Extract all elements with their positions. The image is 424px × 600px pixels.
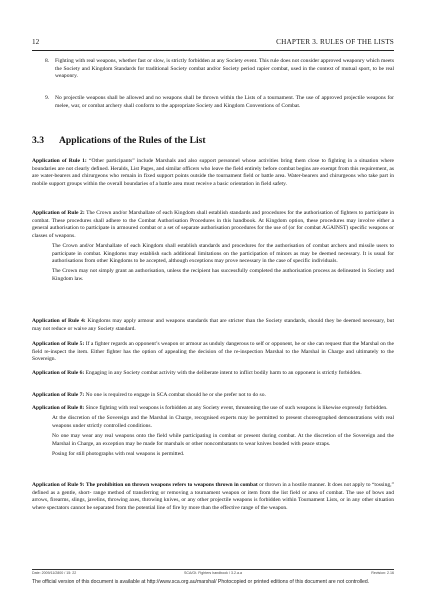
application-rule-9 [32,482,394,512]
application-text: No one may wear any real weapons onto the field while participating in combat or present during combat. At the discretion of the Sovereign and the Marshal in Charge, an exception may be made for marshals or other noncombatants to wear knives bonded with peace straps. [52,432,394,447]
application-rule-1 [32,158,394,188]
application-text: The Crown may not simply grant an authorisation, unless the recipient has successfully completed the authorisation process as delineated in Society and Kingdom law. [52,268,394,282]
application-text: The Crown and/or Marshallate of each Kingdom shall establish standards and procedures for the authorisation of combat archers and missile users to participate in combat. Kingdoms may establish such additional limitations on the participation of minors as may be deemed necessary. It is usual for authorisations from other Kingdoms to be accepted, although exceptions may prove necessary in the case of specific individuals. [52,242,394,265]
section-title: Applications of the Rules of the List [59,135,206,146]
footer-notice: The official version of this document is available at http://www.sca.org.au/marshal/ Photocopied or printed editions of this document are not controlled. [32,579,370,585]
running-header [32,38,394,50]
application-label: Application of Rule 8: [32,405,85,411]
application-rule-4 [32,318,394,333]
application-text: Since fighting with real weapons is forbidden at any Society event, threatening the use of such weapons is likewise expressly forbidden. [85,405,388,411]
list-item [32,95,394,110]
list-item [32,58,394,81]
application-label: Application of Rule 9: [32,482,85,488]
footer-rule [32,569,394,570]
list-item-number: 9. [45,95,50,101]
application-label: Application of Rule 1: [32,158,87,164]
application-rule-6 [32,370,394,378]
application-rule-5 [32,341,394,364]
application-text: “Other participants” include Marshals and also support personnel whose activities bring them close to fighting in a situation where boundaries are not clearly defined. Heralds, List Pages, and similar officers who leave the field entirely before combat begins are exempt from this requirement, as are water-bearers and chirurgeons who remain in fixed support points outside the tournament field or battle area. Water-bearers and chirurgeons who take part in mobile support groups within the overall boundaries of a battle area must receive a basic orientation in field safety. [32,158,395,187]
list-item-number: 8. [45,58,50,64]
header-rule [32,50,394,51]
application-label: Application of Rule 2: [32,210,85,216]
application-label: Application of Rule 5: [32,341,85,347]
footer-revision: Revision: 2.16 [371,571,394,575]
application-rule-8 [32,405,394,458]
application-rule-2 [32,210,394,284]
application-text: or thrown in a hostile manner. It does not apply to “tossing,” defined as a gentle, short- range method of transferring or removing a tournament weapon or item from the list field or area of combat. The use of bows and arrows, firearms, slings, javelins, throwing axes, throwing knives, or any other projectile weapons is forbidden within Tournament Lists, or in any other situation where spectators cannot be separated from the potential line of fire by more than the effective range of the weapon. [32,482,394,511]
footer-date: Date: 2009/11/2800 / 15: 22 [32,571,77,575]
application-label: Application of Rule 6: [32,370,85,376]
list-item-text: No projectile weapons shall be allowed and no weapons shall be thrown within the Lists of a tournament. The use of approved projectile weapons for melee, war, or combat archery shall conform to the appropriate Society and Kingdom Conventions of Combat. [55,95,394,109]
footer-meta [32,571,394,577]
list-item-text: Fighting with real weapons, whether fast or slow, is strictly forbidden at any Society event. This rule does not consider approved weaponry which meets the Society and Kingdom Standards for traditional Society combat and/or Society period rapier combat, used in the context of mutual sport, to be real weaponry. [55,58,394,80]
application-label: Application of Rule 7: [32,392,85,398]
application-text: Engaging in any Society combat activity with the deliberate intent to inflict bodily harm to an opponent is strictly forbidden. [85,370,362,376]
page-number: 12 [32,38,40,46]
application-text: No one is required to engage in SCA combat should he or she prefer not to do so. [85,392,266,398]
application-label: Application of Rule 4: [32,318,86,324]
section-heading [32,135,206,146]
application-text: The Crown and/or Marshallate of each Kingdom shall establish standards and procedures for the authorisation of fighters to participate in combat. These procedures shall adhere to the Combat Authorisation Procedures in this handbook. At Kingdom option, these procedures may involve either a general authorisation to participate in armoured combat or a set of separate authorisation procedures for the use of (or for combat AGAINST) specific weapons or classes of weapons. [32,210,394,239]
application-text: Posing for still photographs with real weapons is permitted. [52,450,185,457]
section-number: 3.3 [32,135,44,146]
application-text: At the discretion of the Sovereign and the Marshal in Charge, recognised experts may be permitted to present choreographed demonstrations with real weapons under strictly controlled conditions. [52,415,394,429]
application-text: Kingdoms may apply armour and weapons standards that are stricter than the Society standards, should they be deemed necessary, but may not reduce or waive any Society standard. [32,318,394,332]
application-text: If a fighter regards an opponent’s weapon or armour as unduly dangerous to self or opponent, he or she can request that the Marshal on the field re-inspect the item. Either fighter has the option of appealing the decision of the re-inspection Marshal to the Marshal in Charge and ultimately to the Sovereign. [32,341,394,363]
application-rule-7 [32,392,394,400]
chapter-title: CHAPTER 3. RULES OF THE LISTS [276,38,394,46]
footer-document-id: SCA/Gt. Fighters handbook / 3.2.a.a [184,571,242,575]
application-bold-lead: The prohibition on thrown weapons refers to weapons thrown in combat [85,482,258,488]
